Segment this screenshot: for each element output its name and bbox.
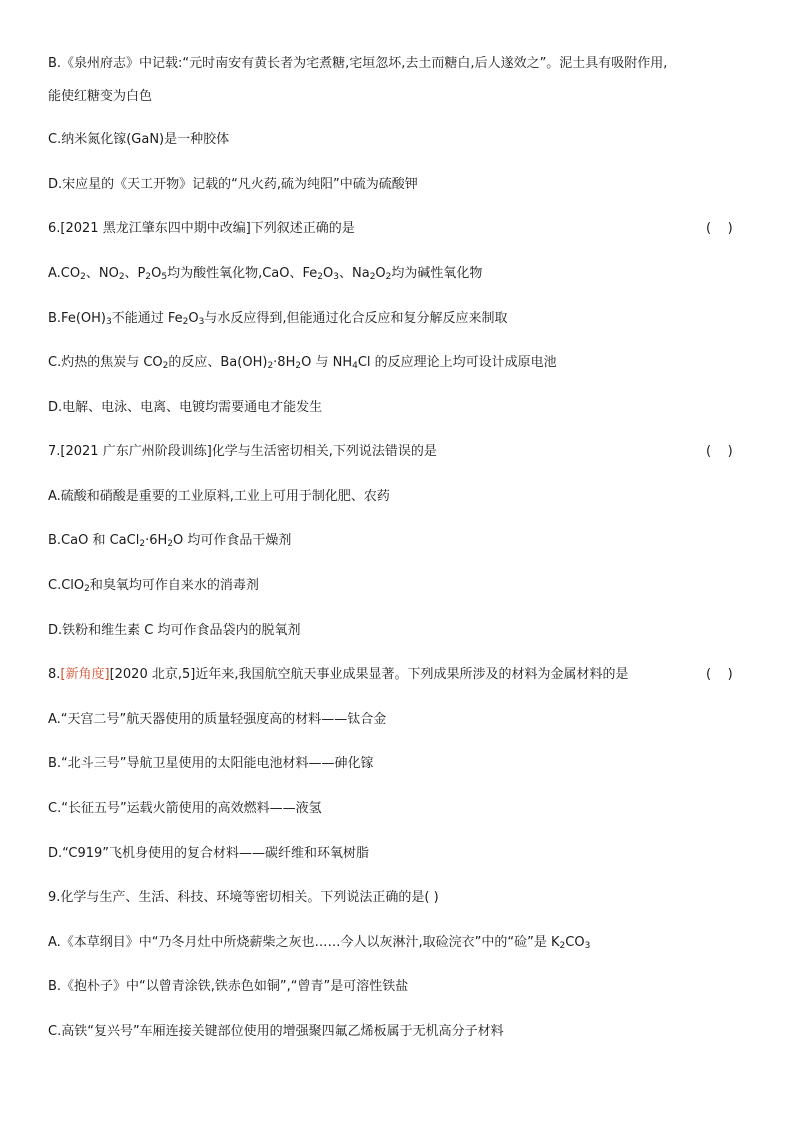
q6-option-a: $A.CO_2$、$NO_2$、$P_2O_5$均为酸性氧化物,CaO、$Fe_2O_3$、$Na_2O_2$均为碱性氧化物: [48, 266, 483, 282]
q7-option-c: C.ClO$_2$和臭氧均可作自来水的消毒剂: [48, 578, 259, 594]
q5-option-d: D.宋应星的《天工开物》记载的“凡火药,硫为纯阳”中硫为硫酸钾: [48, 177, 418, 192]
q8-stem: 8.[新角度][2020 北京,5]近年来,我国航空航天事业成果显著。下列成果所涉及的材料为金属材料的是: [48, 667, 629, 682]
q7-option-b: B.CaO 和 $CaCl_2\cdot 6H_2O$ 均可作食品干燥剂: [48, 533, 292, 549]
q6-option-c: C.灼热的焦炭与 $CO_2$的反应、$Ba(OH)_2\cdot 8H_2O$ 与 $NH_4Cl$ 的反应理论上均可设计成原电池: [48, 355, 557, 371]
new-angle-tag: [新角度]: [60, 667, 110, 682]
q7-option-a: A.硫酸和硝酸是重要的工业原料,工业上可用于制化肥、农药: [48, 489, 390, 504]
q8-option-d: D.“C919”飞机身使用的复合材料——碳纤维和环氧树脂: [48, 846, 370, 861]
q5-option-b-line1: B.《泉州府志》中记载:“元时南安有黄长者为宅煮糖,宅垣忽坏,去土而糖白,后人遂效之”。泥土具有吸附作用,: [48, 56, 668, 71]
q7-option-d: D.铁粉和维生素 C 均可作食品袋内的脱氧剂: [48, 623, 301, 638]
q5-option-b-line2: 能使红糖变为白色: [48, 89, 153, 104]
q7-answer-paren: ( ): [706, 444, 733, 459]
q6-stem: 6.[2021 黑龙江肇东四中期中改编]下列叙述正确的是: [48, 221, 355, 236]
q7-stem: 7.[2021 广东广州阶段训练]化学与生活密切相关,下列说法错误的是: [48, 444, 437, 459]
q8-option-b: B.“北斗三号”导航卫星使用的太阳能电池材料——砷化镓: [48, 756, 374, 771]
q9-option-c: C.高铁“复兴号”车厢连接关键部位使用的增强聚四氟乙烯板属于无机高分子材料: [48, 1024, 504, 1039]
q8-option-c: C.“长征五号”运载火箭使用的高效燃料——液氢: [48, 801, 322, 816]
q5-option-c: C.纳米氮化镓(GaN)是一种胶体: [48, 132, 230, 147]
q6-option-d: D.电解、电泳、电离、电镀均需要通电才能发生: [48, 400, 323, 415]
q8-answer-paren: ( ): [706, 667, 733, 682]
q9-option-a: A.《本草纲目》中“乃冬月灶中所烧薪柴之灰也……今人以灰淋汁,取硷浣衣”中的“硷”是 $K_2CO_3$: [48, 935, 591, 951]
q9-stem: 9.化学与生产、生活、科技、环境等密切相关。下列说法正确的是( ): [48, 890, 439, 905]
q6-answer-paren: ( ): [706, 221, 733, 236]
q9-option-b: B.《抱朴子》中“以曾青涂铁,铁赤色如铜”,“曾青”是可溶性铁盐: [48, 979, 409, 994]
q6-option-b: $B.Fe(OH)_3$不能通过 $Fe_2O_3$与水反应得到,但能通过化合反应和复分解反应来制取: [48, 311, 508, 327]
q8-option-a: A.“天宫二号”航天器使用的质量轻强度高的材料——钛合金: [48, 712, 387, 727]
